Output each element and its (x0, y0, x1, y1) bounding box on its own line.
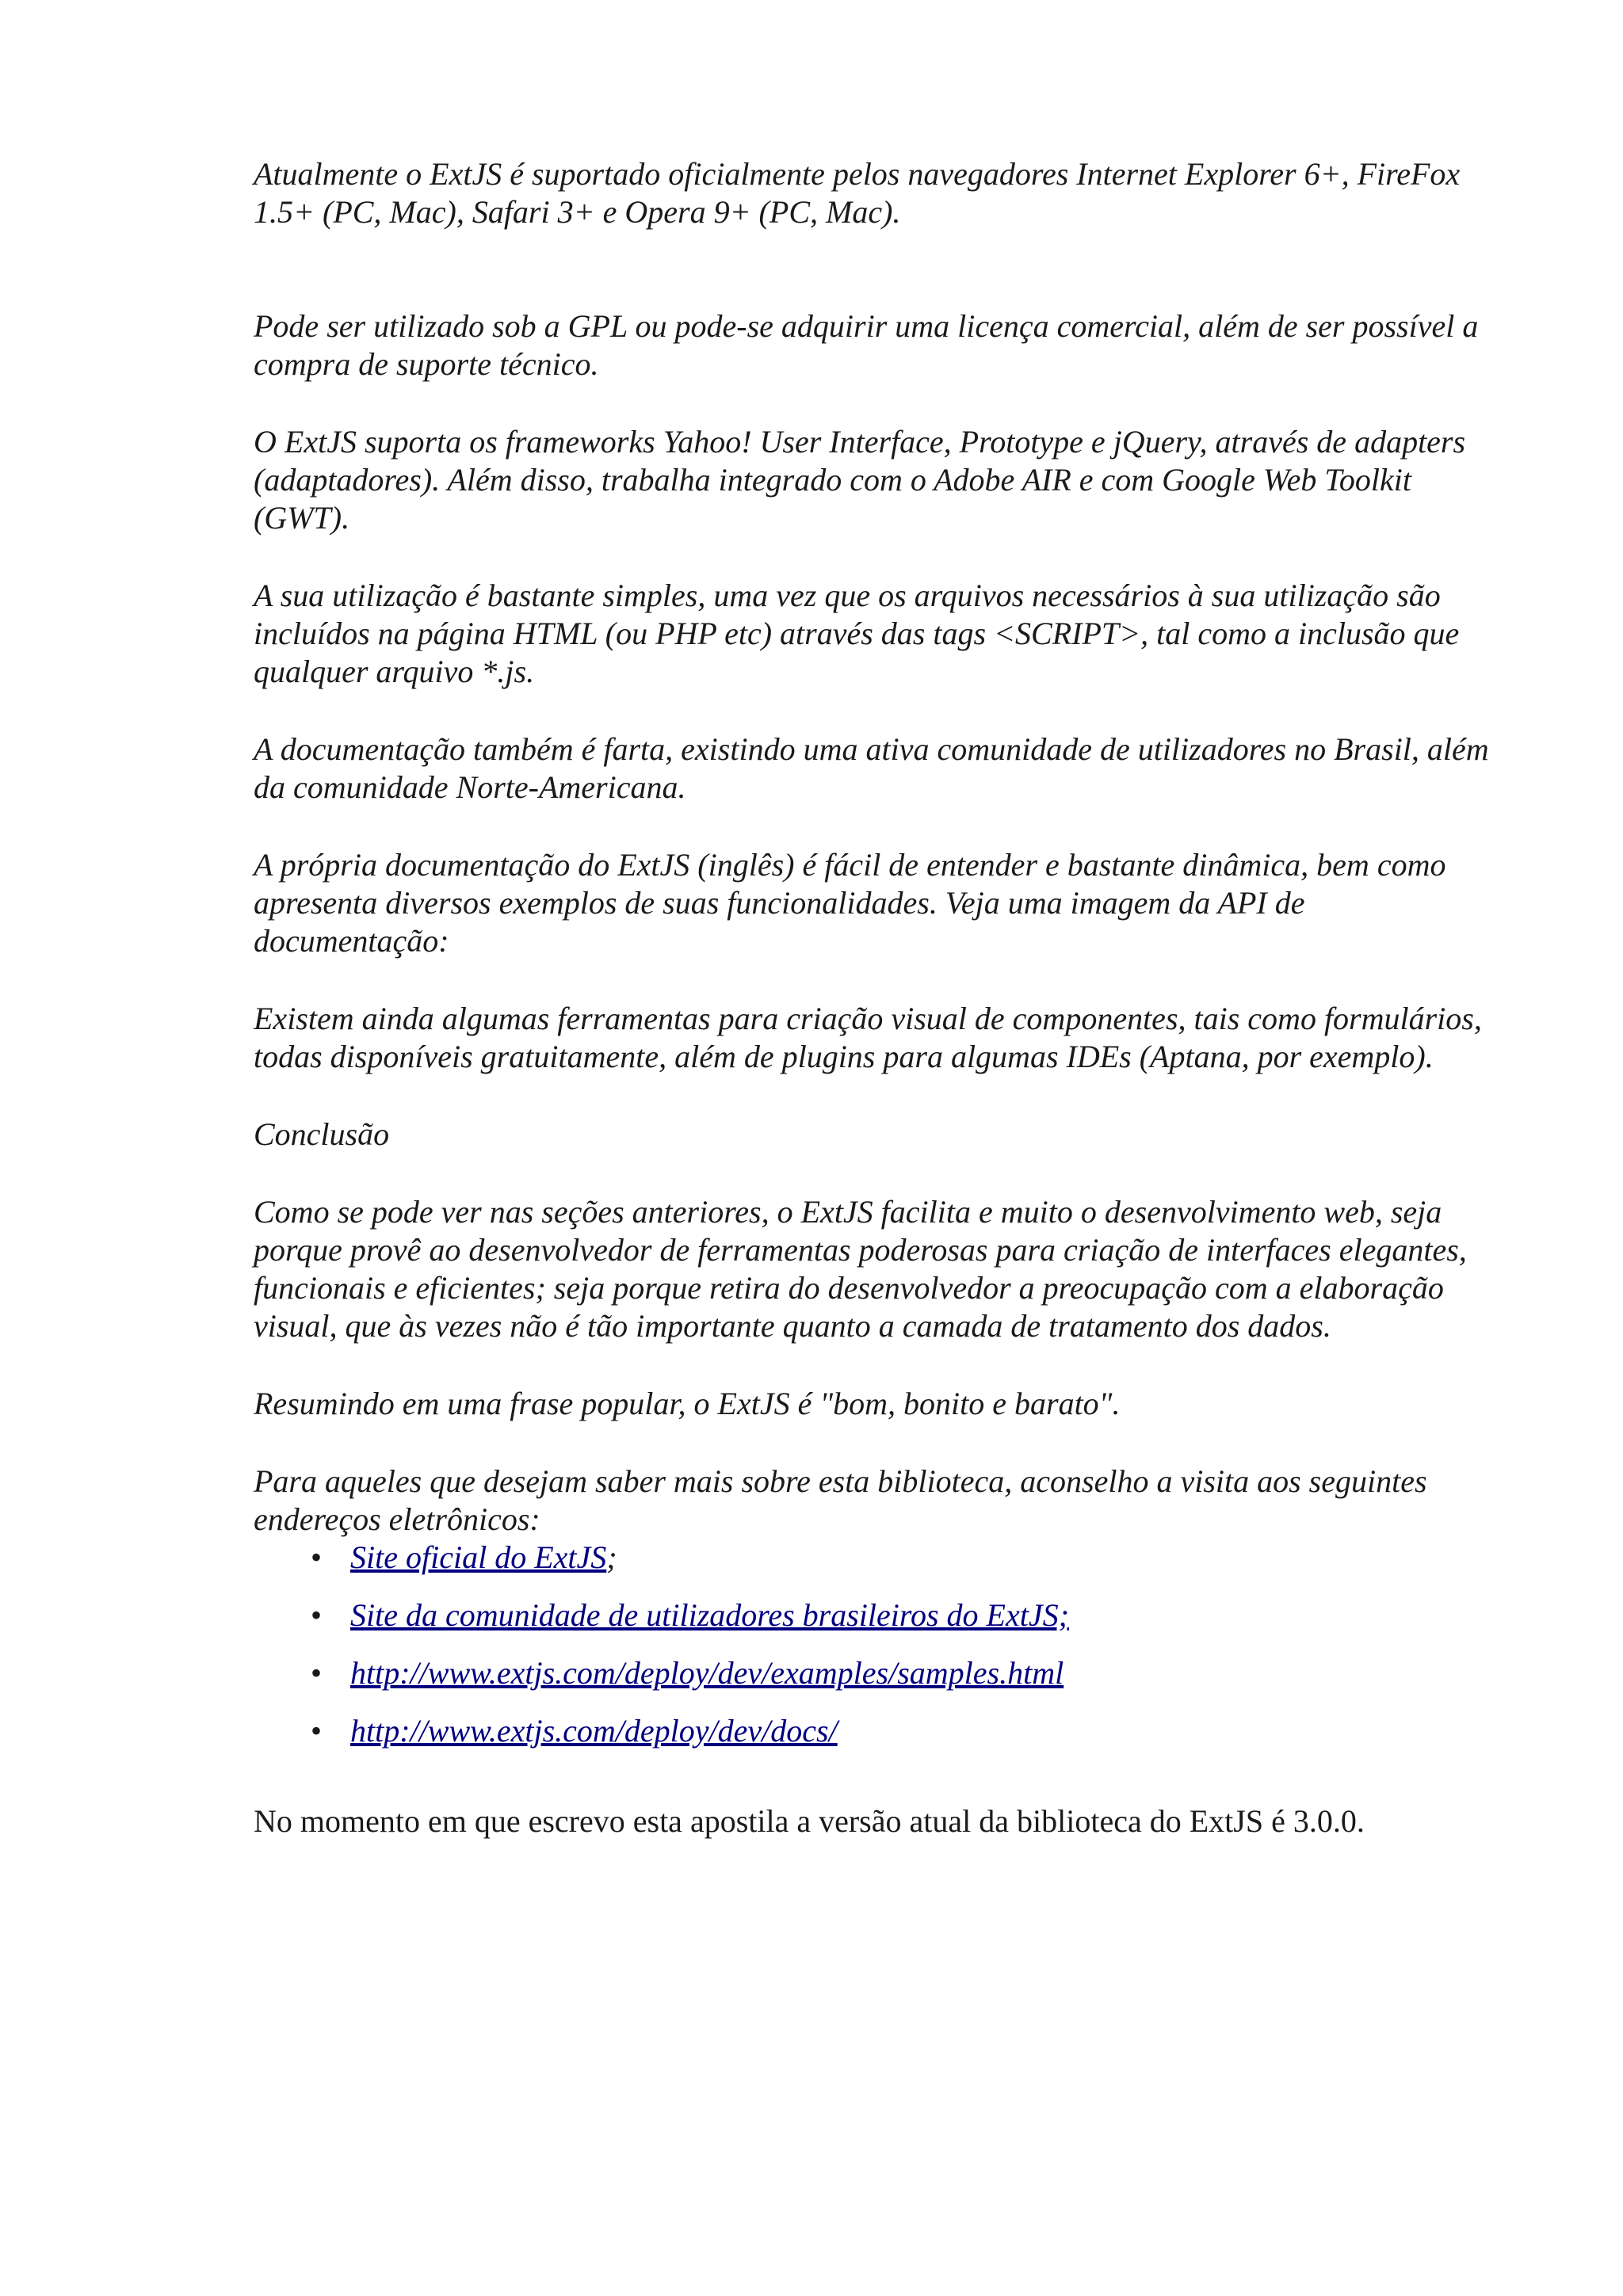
paragraph-conclusion: Como se pode ver nas seções anteriores, o ExtJS facilita e muito o desenvolvimento web, seja porque provê ao desenvolvedor de ferramentas poderosas para criação de interfaces elegantes, funcionais e eficientes; seja porque retira do desenvolvedor a preocupação com a elaboração visual, que às vezes não é tão importante quanto a camada de tratamento dos dados. (254, 1194, 1467, 1344)
paragraph-frameworks: O ExtJS suporta os frameworks Yahoo! User Interface, Prototype e jQuery, através de adapters (adaptadores). Além disso, trabalha integrado com o Adobe AIR e com Google Web Toolkit (GWT). (254, 424, 1466, 536)
link-list (254, 1539, 1490, 1750)
paragraph-documentation: A documentação também é farta, existindo uma ativa comunidade de utilizadores no Brasil, além da comunidade Norte-Americana. (254, 731, 1489, 805)
paragraph-more-info: Para aqueles que desejam saber mais sobre esta biblioteca, aconselho a visita aos seguintes endereços eletrônicos: (254, 1463, 1427, 1537)
bullet-icon: • (311, 1539, 323, 1575)
link-docs[interactable]: http://www.extjs.com/deploy/dev/docs/ (350, 1713, 838, 1749)
list-item (254, 1654, 1490, 1692)
paragraph-api-docs: A própria documentação do ExtJS (inglês) é fácil de entender e bastante dinâmica, bem como apresenta diversos exemplos de suas funcionalidades. Veja uma imagem da API de documentação: (254, 847, 1446, 959)
section-heading-conclusao: Conclusão (254, 1116, 390, 1152)
link-examples-samples[interactable]: http://www.extjs.com/deploy/dev/examples/samples.html (350, 1655, 1064, 1691)
paragraph-license: Pode ser utilizado sob a GPL ou pode-se adquirir uma licença comercial, além de ser possível a compra de suporte técnico. (254, 308, 1479, 382)
link-comunidade-brasileira[interactable]: Site da comunidade de utilizadores brasileiros do ExtJS; (350, 1597, 1069, 1633)
document-page (254, 155, 1490, 1840)
list-item (254, 1539, 1490, 1577)
paragraph-browser-support: Atualmente o ExtJS é suportado oficialmente pelos navegadores Internet Explorer 6+, FireFox 1.5+ (PC, Mac), Safari 3+ e Opera 9+ (PC, Mac). (254, 156, 1461, 230)
bullet-icon: • (311, 1713, 323, 1749)
list-item (254, 1712, 1490, 1750)
paragraph-usage: A sua utilização é bastante simples, uma vez que os arquivos necessários à sua utilização são incluídos na página HTML (ou PHP etc) através das tags <SCRIPT>, tal como a inclusão que qualquer arquivo *.js. (254, 578, 1460, 689)
final-note: No momento em que escrevo esta apostila a versão atual da biblioteca do ExtJS é 3.0.0. (254, 1803, 1365, 1839)
list-item (254, 1596, 1490, 1634)
paragraph-summary: Resumindo em uma frase popular, o ExtJS é "bom, bonito e barato". (254, 1386, 1121, 1421)
bullet-icon: • (311, 1655, 323, 1691)
link-site-oficial[interactable]: Site oficial do ExtJS (350, 1539, 607, 1575)
link-suffix: ; (606, 1539, 617, 1575)
bullet-icon: • (311, 1597, 323, 1633)
paragraph-tools: Existem ainda algumas ferramentas para criação visual de componentes, tais como formulários, todas disponíveis gratuitamente, além de plugins para algumas IDEs (Aptana, por exemplo). (254, 1001, 1482, 1074)
